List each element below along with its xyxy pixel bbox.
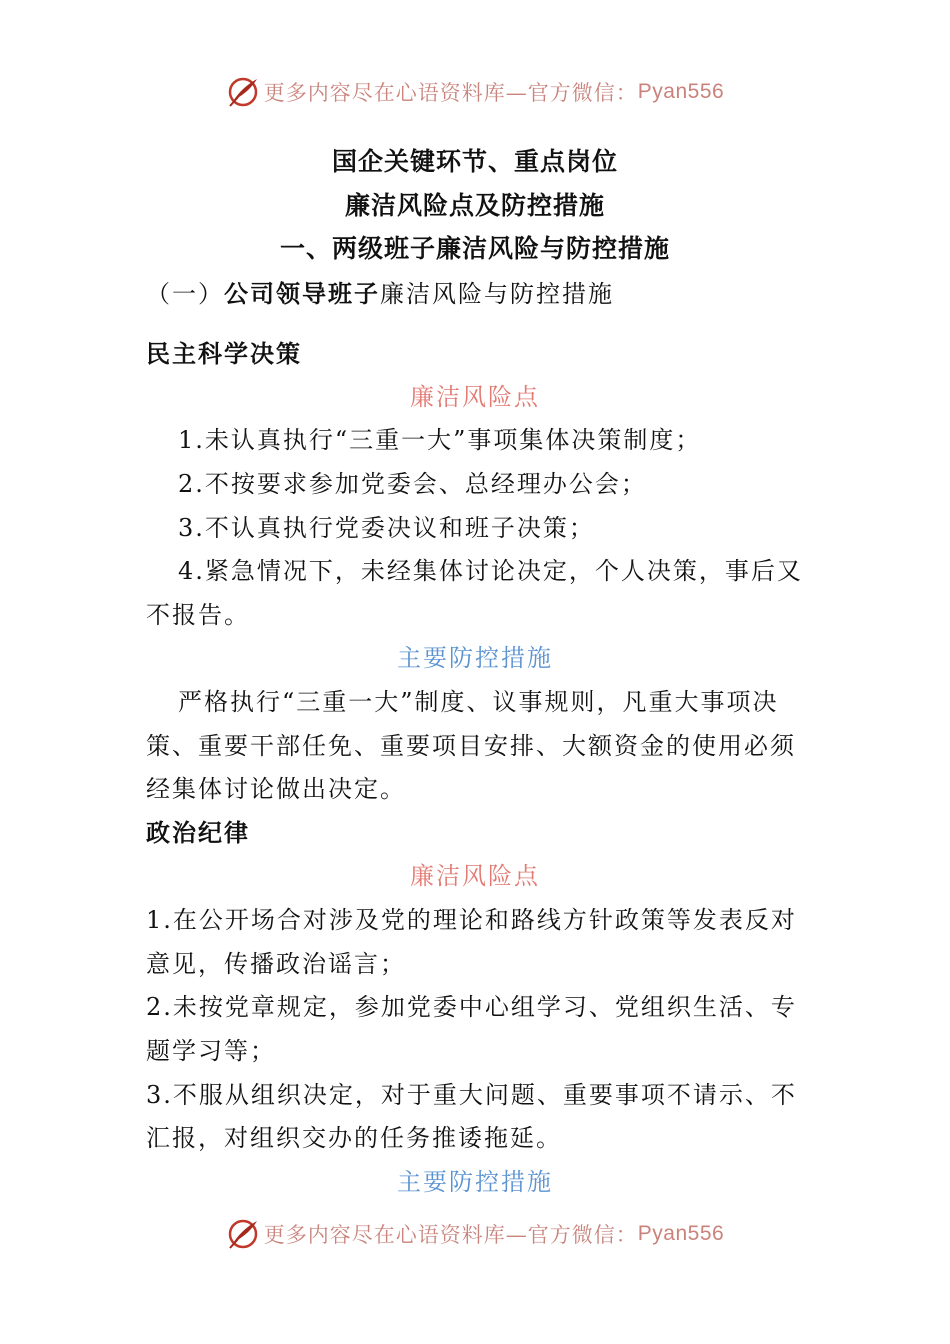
section2-risk-3: 3.不服从组织决定，对于重大问题、重要事项不请示、不 [146,1081,797,1109]
section1-measure-1: 严格执行“三重一大”制度、议事规则，凡重大事项决 [178,688,779,716]
section1-measure-heading: 主要防控措施 [397,644,553,672]
subsection-rest: 廉洁风险与防控措施 [380,280,614,308]
doc-title-line1: 国企关键环节、重点岗位 [331,147,618,176]
section1-risk-1: 1.未认真执行“三重一大”事项集体决策制度； [178,426,702,454]
doc-title-line3: 一、两级班子廉洁风险与防控措施 [279,234,670,263]
watermark-header [0,72,950,112]
quill-logo-icon [226,75,260,109]
section2-risk-3-cont: 汇报，对组织交办的任务推诿拖延。 [146,1124,562,1152]
subsection-heading [146,279,614,309]
section2-measure-heading: 主要防控措施 [397,1168,553,1196]
section1-risk-heading: 廉洁风险点 [410,383,540,411]
section1-heading: 民主科学决策 [146,339,302,368]
section1-risk-4: 4.紧急情况下，未经集体讨论决定，个人决策，事后又 [178,557,803,585]
watermark-footer [0,1214,950,1254]
section1-risk-3: 3.不认真执行党委决议和班子决策； [178,514,595,542]
section1-measure-2: 策、重要干部任免、重要项目安排、大额资金的使用必须 [146,732,796,760]
section1-risk-4-cont: 不报告。 [146,601,250,629]
section2-risk-heading: 廉洁风险点 [410,862,540,890]
doc-title-line2: 廉洁风险点及防控措施 [344,191,605,220]
watermark-id: Pyan556 [637,1222,725,1245]
section2-risk-2: 2.未按党章规定，参加党委中心组学习、党组织生活、专 [146,993,797,1021]
section2-heading: 政治纪律 [146,818,250,847]
section2-risk-1-cont: 意见，传播政治谣言； [146,950,406,978]
subsection-prefix: （一） [146,280,224,308]
section2-risk-1: 1.在公开场合对涉及党的理论和路线方针政策等发表反对 [146,906,797,934]
section2-risk-2-cont: 题学习等； [146,1037,276,1065]
section1-risk-2: 2.不按要求参加党委会、总经理办公会； [178,470,647,498]
subsection-bold: 公司领导班子 [224,279,380,308]
watermark-text: 更多内容尽在心语资料库—官方微信： [263,1223,638,1247]
watermark-id: Pyan556 [637,80,725,103]
watermark-text: 更多内容尽在心语资料库—官方微信： [263,81,638,105]
quill-logo-icon [226,1217,260,1251]
section1-measure-3: 经集体讨论做出决定。 [146,775,406,803]
